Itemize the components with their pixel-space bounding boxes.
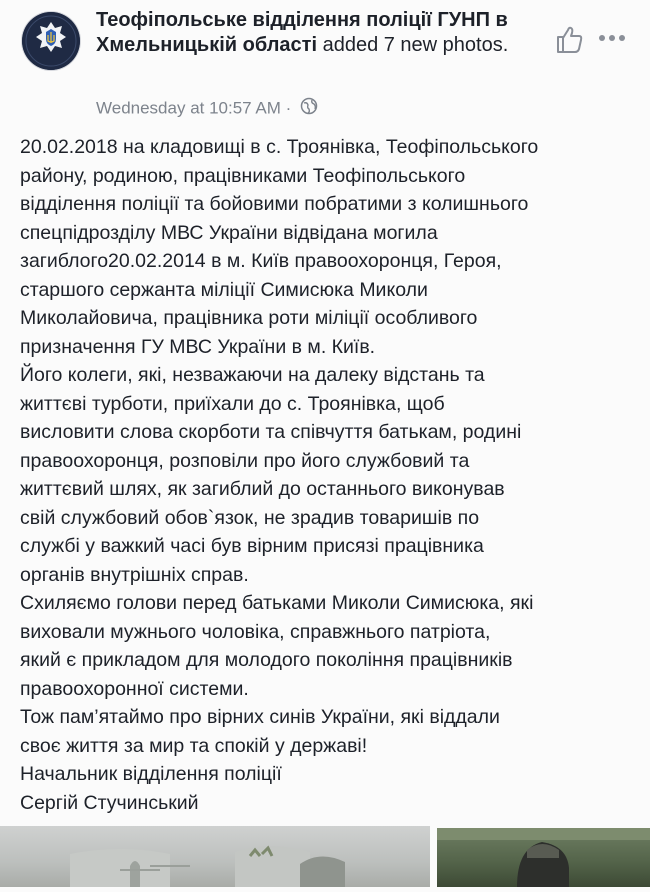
post-line: відділення поліції та бойовими побратими з колишнього [20,193,529,215]
post-line: життєві турботи, приїхали до с. Троянівка, щоб [20,392,445,415]
post-line: 20.02.2018 на кладовищі в с. Троянівка, Теофіпольського [20,136,539,158]
post-line: Схиляємо голови перед батьками Миколи Симисюка, які [20,592,534,614]
globe-icon[interactable] [300,97,318,120]
post-line: призначення ГУ МВС України в м. Київ. [20,335,376,358]
post-line: Миколайовича, працівника роти міліції особливого [20,307,478,329]
post-line: старшого сержанта міліції Симисюка Миколи [20,278,428,301]
post-line: Його колеги, які, незважаючи на далеку відстань та [20,364,485,386]
photo-grid [0,826,650,887]
post-line: правоохоронної системи. [20,677,249,700]
thumbs-up-icon [552,22,586,56]
post-line: який є прикладом для молодого покоління працівників [20,649,513,671]
post-line: Начальник відділення поліції [20,763,282,785]
post-line: життєвий шлях, як загиблий до останнього виконував [20,478,505,500]
post-line: правоохоронця, розповіли про його службовий та [20,449,470,472]
post-line: свій службовий обов`язок, не зрадив товаришів по [20,506,480,529]
page-avatar[interactable] [22,12,80,70]
post-line: службі у важкий часі був вірним присязі працівника [20,535,484,557]
post-action-text: added 7 new photos. [322,34,509,56]
post-timestamp[interactable]: Wednesday at 10:57 AM [96,98,281,118]
post-line: виховали мужнього чоловіка, справжнього патріота, [20,620,491,643]
post-header [0,0,650,120]
more-options-button[interactable] [597,30,627,46]
post-line: Тож пам’ятаймо про вірних синів України, які віддали [20,706,500,728]
police-badge-icon [22,12,80,70]
post-body [20,133,640,817]
post-line: висловити слова скорботи та співчуття батькам, родині [20,421,522,443]
more-dots-icon [597,30,627,46]
page-name-link[interactable]: Теофіпольське відділення поліції ГУНП в Хмельницькій області [96,9,508,56]
post-line: Сергій Стучинський [20,791,199,814]
photo-cemetery[interactable] [0,826,430,887]
post-author-line [96,8,536,58]
post-line: району, родиною, працівниками Теофіпольського [20,164,466,187]
meta-separator: · [285,98,292,118]
photo-portrait[interactable] [437,828,650,887]
post-line: загиблого20.02.2014 в м. Київ правоохоронця, Героя, [20,250,502,272]
post-line: спецпідрозділу МВС України відвідана могила [20,221,438,244]
post-line: органів внутрішніх справ. [20,563,249,586]
post-line: своє життя за мир та спокій у державі! [20,734,368,757]
post-meta [96,97,318,120]
like-page-button[interactable] [552,22,586,56]
